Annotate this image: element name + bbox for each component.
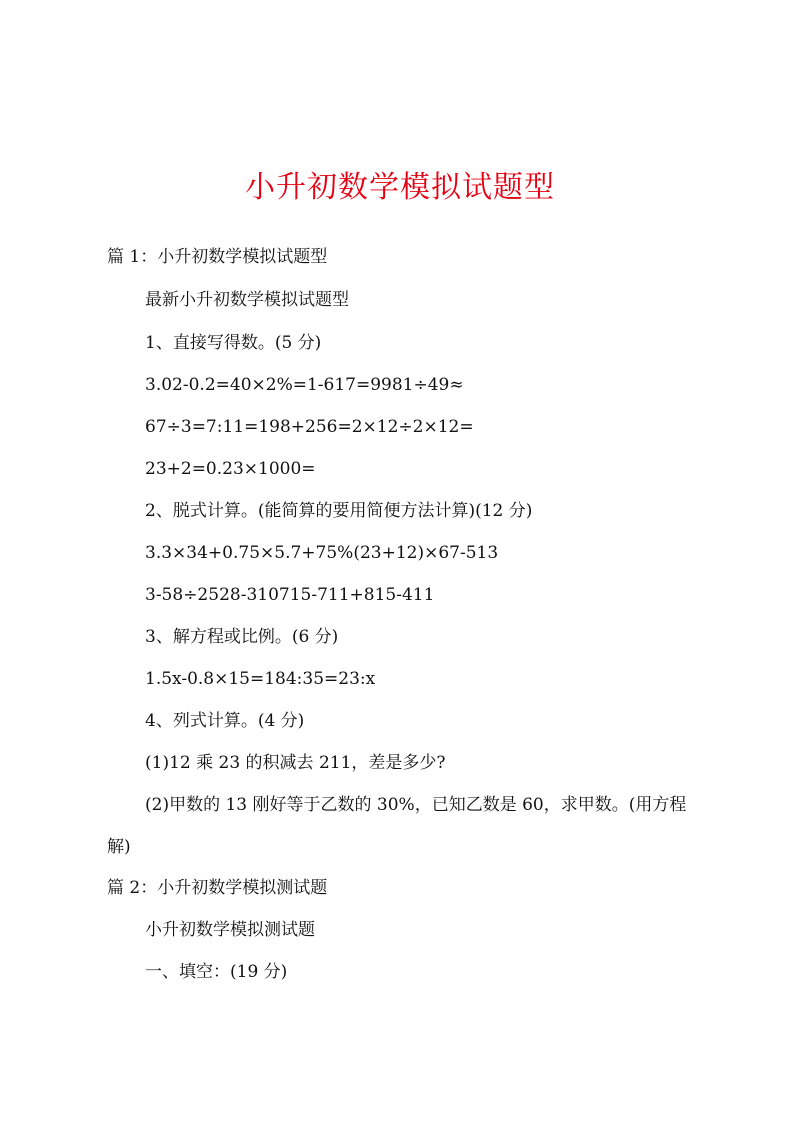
section-heading-1: 篇 1：小升初数学模拟试题型 <box>107 247 328 267</box>
question-4-item-2: (2)甲数的 13 刚好等于乙数的 30%，已知乙数是 60，求甲数。(用方程解) <box>107 795 687 857</box>
question-4-heading: 4、列式计算。(4 分) <box>145 711 305 731</box>
subtitle-line-2: 小升初数学模拟测试题 <box>145 920 315 940</box>
question-2-line-1: 3.3×34+0.75×5.7+75%(23+12)×67-513 <box>145 543 499 563</box>
section-heading-2: 篇 2：小升初数学模拟测试题 <box>107 878 328 898</box>
question-2-line-2: 3-58÷2528-310715-711+815-411 <box>145 585 435 605</box>
question-1-line-3: 23+2=0.23×1000= <box>145 459 316 479</box>
subtitle-line: 最新小升初数学模拟试题型 <box>145 290 349 310</box>
question-1-line-2: 67÷3=7:11=198+256=2×12÷2×12= <box>145 417 474 437</box>
question-4-item-1: (1)12 乘 23 的积减去 211，差是多少? <box>145 753 446 773</box>
question-3-line-1: 1.5x-0.8×15=184:35=23:x <box>145 669 376 689</box>
question-3-heading: 3、解方程或比例。(6 分) <box>145 627 339 647</box>
question-1-line-1: 3.02-0.2=40×2%=1-617=9981÷49≈ <box>145 375 464 395</box>
question-2-heading: 2、脱式计算。(能简算的要用简便方法计算)(12 分) <box>145 501 533 521</box>
question-1-heading: 1、直接写得数。(5 分) <box>145 333 322 353</box>
part-1-heading: 一、填空：(19 分) <box>145 962 288 982</box>
document-title: 小升初数学模拟试题型 <box>245 170 555 205</box>
